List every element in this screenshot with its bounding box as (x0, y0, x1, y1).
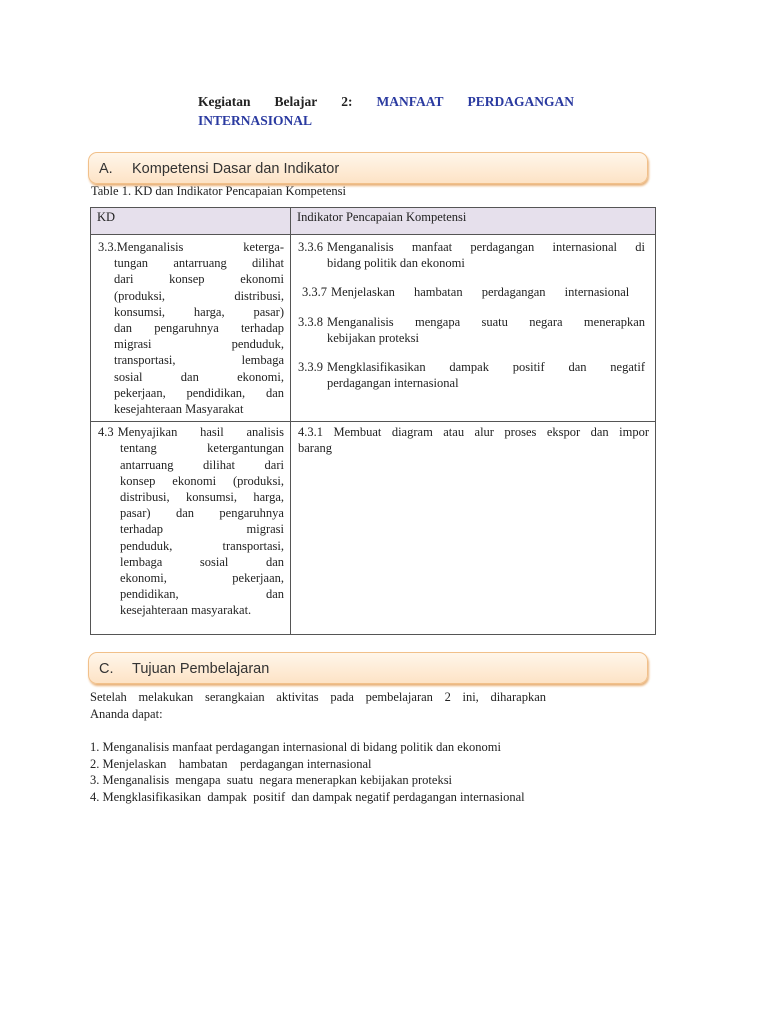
kd-line: ekonomi, pekerjaan, (120, 571, 284, 586)
indicator-number: 3.3.7 (302, 285, 327, 300)
kd-line: dan pengaruhnya terhadap (114, 321, 284, 336)
lesson-title (198, 92, 574, 130)
kd-line: Menyajikan hasil analisis (117, 425, 284, 440)
indicator-line: Menganalisis manfaat perdagangan internasional di (327, 240, 645, 254)
intro-paragraph (90, 689, 546, 723)
kd-line: dari konsep ekonomi (114, 272, 284, 287)
table-row (91, 235, 656, 422)
title-word: Belajar (274, 94, 318, 109)
indicator-line: Mengklasifikasikan dampak positif dan negatif (327, 360, 645, 375)
kd-table (90, 207, 656, 635)
kd-line: penduduk, transportasi, (120, 538, 284, 553)
section-letter: A. (99, 161, 113, 177)
kd-line: tentang ketergantungan (120, 441, 284, 456)
intro-line: Ananda dapat: (90, 707, 163, 721)
header-indikator: Indikator Pencapaian Kompetensi (291, 208, 656, 235)
table-caption: Table 1. KD dan Indikator Pencapaian Kompetensi (91, 184, 346, 198)
kd-line: antarruang dilihat dari (120, 457, 284, 472)
indicator-line: Menganalisis mengapa suatu negara menerapkan (327, 314, 645, 329)
kd-line: transportasi, lembaga (114, 353, 284, 368)
indicator-line: kebijakan proteksi (327, 330, 419, 345)
lesson-title-line2: INTERNASIONAL (198, 113, 313, 128)
list-item: 4. Mengklasifikasikan dampak positif dan dampak negatif perdagangan internasional (90, 789, 525, 804)
kd-cell-3-3 (91, 235, 291, 422)
indicator-line: 4.3.1 Membuat diagram atau alur proses ekspor dan impor (298, 425, 649, 440)
lesson-title-line1 (198, 92, 574, 111)
indicator-line: Menjelaskan hambatan perdagangan internasional (331, 285, 630, 300)
kd-number: 4.3 (98, 425, 114, 440)
kd-line: kesejahteraan Masyarakat (114, 402, 244, 417)
indicator-item (298, 284, 645, 300)
objectives-list (90, 739, 525, 805)
section-label: Tujuan Pembelajaran (132, 661, 270, 677)
indicator-item (298, 359, 645, 391)
section-letter: C. (99, 661, 114, 677)
kd-line: konsumsi, harga, pasar) (114, 304, 284, 319)
intro-line: Setelah melakukan serangkaian aktivitas pada pembelajaran 2 ini, diharapkan (90, 690, 546, 704)
indicator-line: perdagangan internasional (327, 376, 459, 391)
kd-line: Menganalisis keterga- (116, 240, 284, 254)
section-header-tujuan (88, 652, 648, 684)
kd-line: pasar) dan pengaruhnya (120, 506, 284, 521)
section-label: Kompetensi Dasar dan Indikator (132, 161, 340, 177)
kd-line: lembaga sosial dan (120, 554, 284, 569)
table-row (91, 422, 656, 635)
title-word-highlight: PERDAGANGAN (467, 94, 574, 109)
kd-line: tungan antarruang dilihat (114, 256, 284, 271)
kd-line: kesejahteraan masyarakat. (120, 603, 252, 618)
list-item: 3. Menganalisis mengapa suatu negara menerapkan kebijakan proteksi (90, 773, 453, 787)
kd-line: pendidikan, dan (120, 587, 284, 602)
header-kd: KD (91, 208, 291, 235)
indicator-cell-4-3 (291, 422, 656, 635)
indicator-item (298, 314, 645, 346)
indicator-line: barang (298, 441, 333, 456)
list-item: 1. Menganalisis manfaat perdagangan internasional di bidang politik dan ekonomi (90, 740, 502, 754)
indicator-line: bidang politik dan ekonomi (327, 256, 465, 271)
section-header-kompetensi (88, 152, 648, 184)
title-word-highlight: MANFAAT (376, 94, 444, 109)
title-word: 2: (341, 94, 353, 109)
kd-line: (produksi, distribusi, (114, 288, 284, 303)
indicator-number: 3.3.9 (298, 360, 323, 375)
table-header-row (91, 208, 656, 235)
kd-line: konsep ekonomi (produksi, (120, 473, 284, 488)
kd-line: distribusi, konsumsi, harga, (120, 490, 284, 505)
kd-line: terhadap migrasi (120, 522, 284, 537)
indicator-cell-3-3 (291, 235, 656, 422)
list-item: 2. Menjelaskan hambatan perdagangan internasional (90, 756, 372, 771)
kd-number: 3.3. (98, 240, 117, 254)
indicator-item (298, 239, 645, 271)
kd-line: migrasi penduduk, (114, 337, 284, 352)
kd-line: pekerjaan, pendidikan, dan (114, 385, 284, 400)
kd-line: sosial dan ekonomi, (114, 369, 284, 384)
indicator-number: 3.3.8 (298, 314, 323, 329)
title-word: Kegiatan (198, 94, 251, 109)
indicator-number: 3.3.6 (298, 240, 323, 254)
kd-cell-4-3 (91, 422, 291, 635)
